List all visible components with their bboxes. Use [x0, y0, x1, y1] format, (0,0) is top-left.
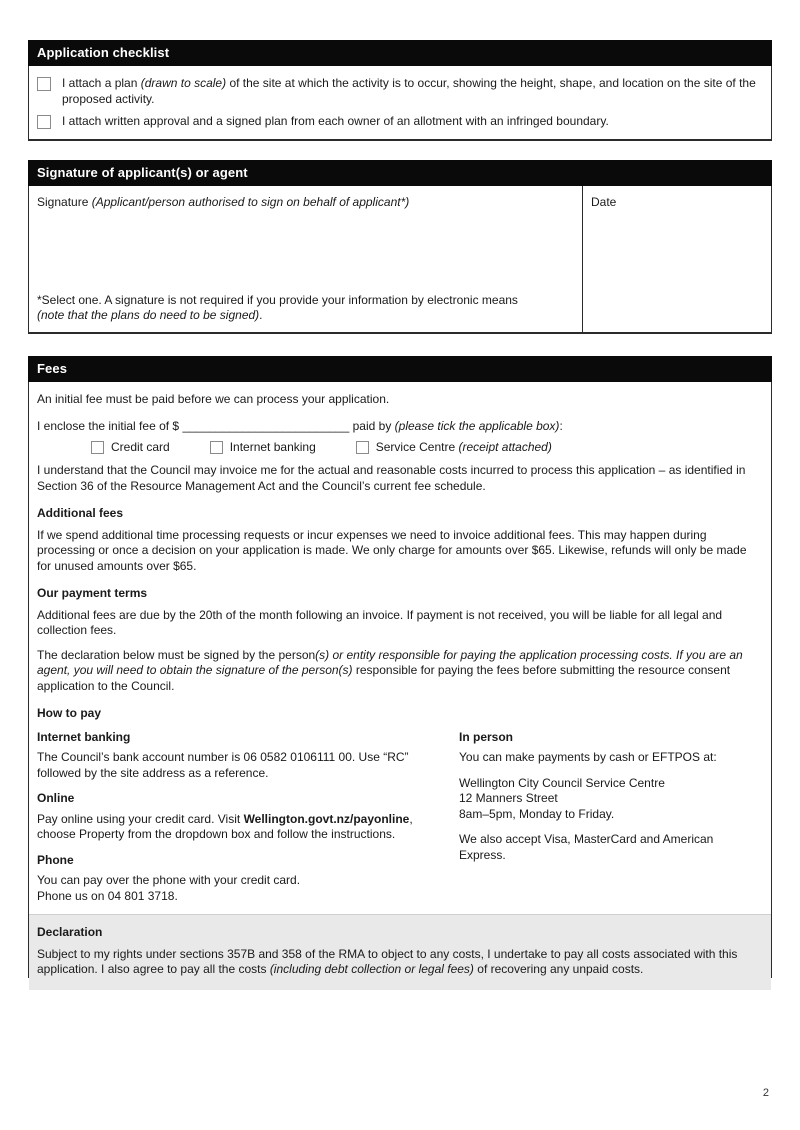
text-run: The declaration below must be signed by the person [37, 647, 316, 662]
date-label: Date [591, 194, 617, 209]
how-to-pay-columns [37, 730, 763, 915]
checklist-item-plan-text [62, 76, 763, 107]
initial-fee-note: An initial fee must be paid before we can process your application. [37, 391, 390, 406]
payonline-url[interactable]: Wellington.govt.nz/payonline [243, 811, 410, 826]
additional-fees-body: If we spend additional time processing requests or incur expenses we need to invoice additional fees. This may happen during processing or once a decision on your application is made. We only charge for amounts over $65. Likewise, refunds will only be made for unused amounts over $65. [37, 527, 747, 573]
date-cell [583, 186, 771, 332]
checklist-item-approval-text [62, 114, 763, 130]
internet-banking-body: The Council’s bank account number is 06 0582 0106111 00. Use “RC” followed by the site address as a reference. [37, 750, 409, 780]
text-run-italic: (note that the plans do need to be signed) [37, 308, 260, 322]
text-run: I attach a plan [62, 76, 141, 90]
checklist-item-approval [37, 114, 763, 130]
text-run-italic: (including debt collection or legal fees) [269, 962, 474, 976]
invoice-understanding-note: I understand that the Council may invoice me for the actual and reasonable costs incurred to process this application – as identified in Section 36 of the Resource Management Act and the Council’s current fee schedule. [37, 463, 746, 493]
internet-banking-checkbox[interactable] [210, 441, 223, 454]
internet-banking-label [230, 440, 316, 456]
application-checklist-header [28, 40, 772, 66]
accepted-cards-note: We also accept Visa, MasterCard and American Express. [459, 832, 714, 862]
signature-label [37, 195, 572, 211]
signature-section [28, 160, 772, 334]
address-line: 8am–5pm, Monday to Friday. [459, 806, 615, 821]
fees-section-header [28, 356, 772, 382]
text-run: responsible for paying the fees before submitting the resource consent application to the Council. [37, 663, 731, 693]
fees-body [28, 382, 772, 978]
text-run: paid by [349, 419, 395, 433]
page-number: 2 [762, 1087, 769, 1099]
signature-section-title: Signature of applicant(s) or agent [37, 164, 248, 180]
how-to-pay-heading: How to pay [37, 706, 102, 720]
signature-section-header [28, 160, 772, 186]
online-body [37, 812, 445, 843]
phone-heading: Phone [37, 852, 74, 867]
how-to-pay-right-column [459, 730, 763, 915]
enclose-fee-line [37, 419, 763, 435]
declaration-signing-note [37, 648, 763, 695]
text-run: Service Centre [375, 439, 459, 454]
text-run-italic: (s) or entity responsible for paying the application processing costs. If you are an agent, you will need to obtain the signature of the person(s) [37, 647, 743, 677]
text-run: . [259, 308, 263, 322]
phone-number-line: Phone us on 04 801 3718. [37, 888, 178, 903]
credit-card-label [111, 440, 170, 456]
internet-banking-option [210, 440, 316, 456]
payment-method-options [91, 440, 763, 456]
text-run: Signature [37, 194, 92, 209]
fee-amount-blank[interactable]: _________________________ [182, 419, 350, 433]
service-centre-checkbox[interactable] [356, 441, 369, 454]
address-line: Wellington City Council Service Centre [459, 775, 665, 790]
text-run: I enclose the initial fee of $ [37, 419, 183, 433]
signature-cell [29, 186, 583, 332]
text-run: *Select one. A signature is not required if you provide your information by electronic means [37, 292, 518, 307]
text-run: You can pay over the phone with your credit card. [37, 873, 301, 887]
signature-table [28, 186, 772, 334]
application-checklist-section [28, 40, 772, 141]
text-run: I attach written approval and a signed plan from each owner of an allotment with an infringed boundary. [62, 114, 609, 128]
service-centre-option [356, 440, 552, 456]
fees-section [28, 356, 772, 978]
in-person-heading: In person [459, 729, 514, 744]
payment-terms-body: Additional fees are due by the 20th of the month following an invoice. If payment is not received, you will be liable for all legal and collection fees. [37, 607, 723, 637]
address-line: 12 Manners Street [459, 791, 558, 805]
credit-card-checkbox[interactable] [91, 441, 104, 454]
fees-section-title: Fees [37, 360, 68, 376]
text-run-italic: (receipt attached) [458, 439, 552, 454]
text-run: Internet banking [229, 439, 316, 454]
declaration-block [29, 914, 771, 990]
credit-card-option [91, 440, 170, 456]
phone-body [37, 873, 445, 904]
online-heading: Online [37, 791, 75, 805]
internet-banking-heading: Internet banking [37, 729, 131, 744]
declaration-body [37, 947, 762, 978]
text-run: : [559, 419, 563, 433]
attach-plan-checkbox[interactable] [37, 77, 51, 91]
payment-terms-heading: Our payment terms [37, 586, 148, 600]
checklist-item-plan [37, 76, 763, 107]
application-checklist-title: Application checklist [37, 45, 170, 60]
service-centre-address [459, 776, 763, 823]
text-run: of recovering any unpaid costs. [473, 962, 644, 976]
how-to-pay-left-column [37, 730, 459, 915]
additional-fees-heading: Additional fees [37, 506, 124, 520]
text-run: Subject to my rights under sections 357B and 358 of the RMA to object to any costs, I undertake to pay all costs associated with this application. I also agree to pay all the costs [37, 946, 738, 976]
declaration-heading: Declaration [37, 925, 103, 939]
service-centre-label [376, 440, 552, 456]
in-person-intro: You can make payments by cash or EFTPOS at: [459, 750, 717, 764]
text-run: Credit card [111, 439, 170, 454]
text-run: Pay online using your credit card. Visit [37, 811, 244, 826]
text-run-italic: (please tick the applicable box) [394, 419, 560, 433]
application-checklist-body [28, 66, 772, 141]
signature-footnote [37, 293, 572, 324]
written-approval-checkbox[interactable] [37, 115, 51, 129]
text-run: of the site at which the activity is to occur, showing the height, shape, and location on the site of the proposed activity. [62, 76, 756, 106]
text-run-italic: (drawn to scale) [140, 76, 227, 90]
text-run-italic: (Applicant/person authorised to sign on behalf of applicant*) [91, 194, 410, 209]
text-run: , choose Property from the dropdown box and follow the instructions. [37, 811, 413, 841]
